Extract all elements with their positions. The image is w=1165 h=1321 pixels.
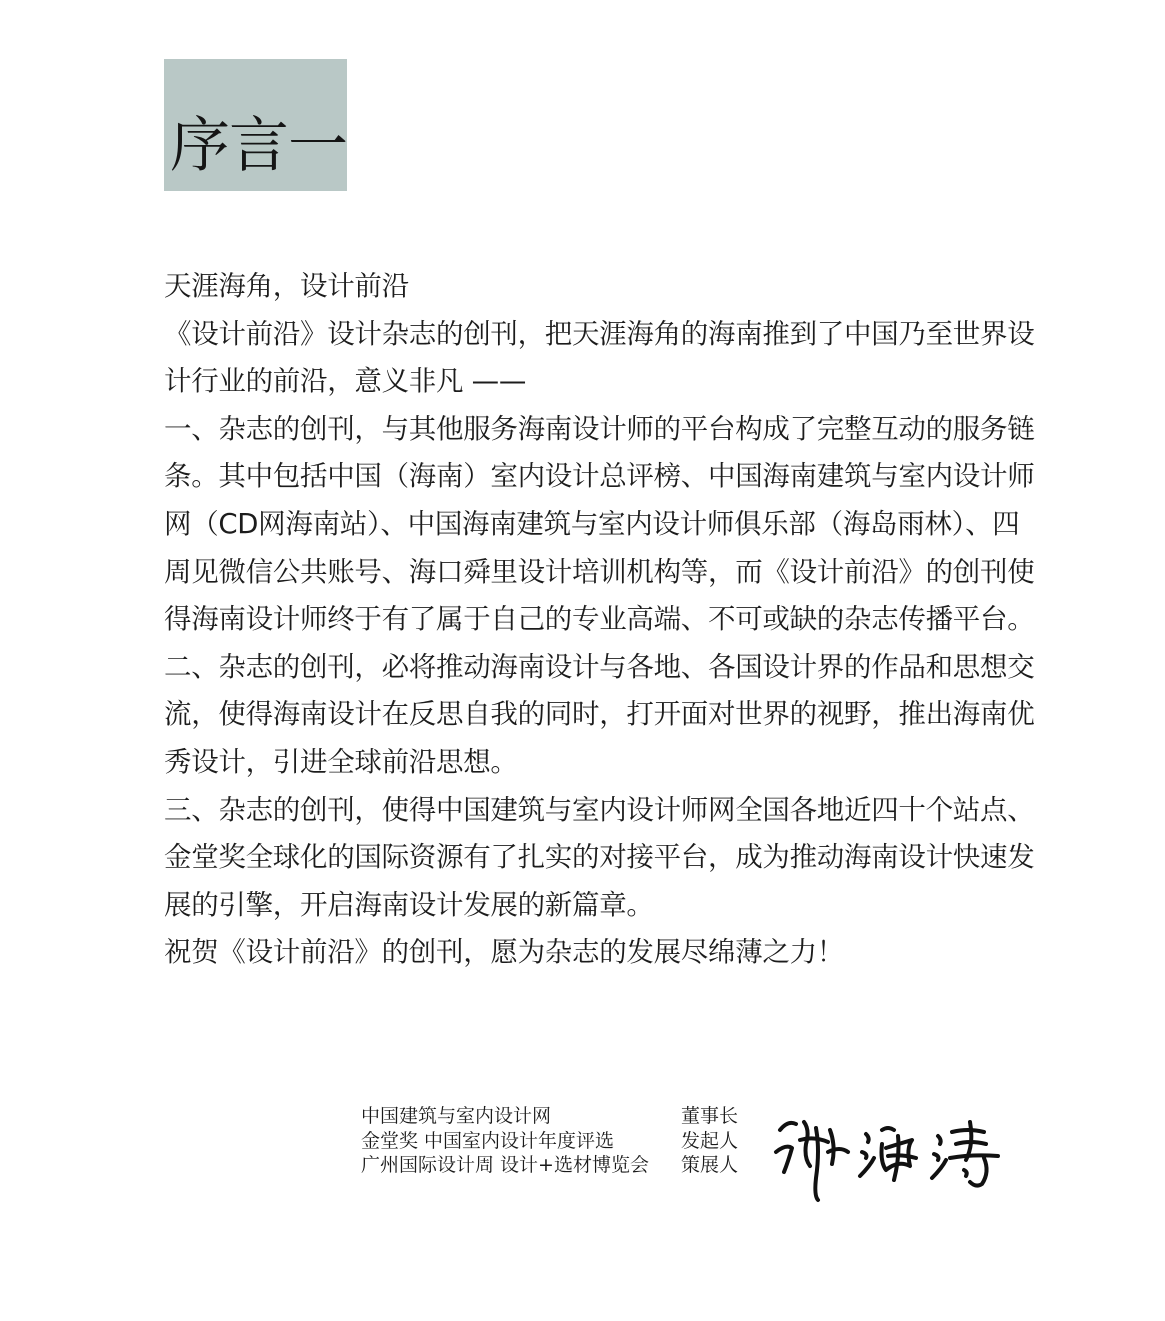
body-line: 祝贺《设计前沿》的创刊，愿为杂志的发展尽绵薄之力！ — [164, 936, 844, 969]
preface-body — [164, 263, 1035, 977]
title-box — [164, 59, 347, 191]
page-title: 序言一 — [170, 111, 347, 181]
body-line: 条。其中包括中国（海南）室内设计总评榜、中国海南建筑与室内设计师 — [164, 460, 1035, 493]
credential-org: 中国建筑与室内设计网 — [361, 1105, 552, 1127]
body-line: 流，使得海南设计在反思自我的同时，打开面对世界的视野，推出海南优 — [164, 698, 1035, 731]
body-line: 二、杂志的创刊，必将推动海南设计与各地、各国设计界的作品和思想交 — [164, 650, 1035, 683]
body-line: 天涯海角，设计前沿 — [164, 270, 409, 302]
body-line: 网（CD网海南站）、中国海南建筑与室内设计师俱乐部（海岛雨林）、四 — [164, 507, 1020, 540]
credential-role: 发起人 — [681, 1129, 739, 1152]
body-line: 三、杂志的创刊，使得中国建筑与室内设计师网全国各地近四十个站点、 — [164, 793, 1035, 826]
body-line: 《设计前沿》设计杂志的创刊，把天涯海角的海南推到了中国乃至世界设 — [164, 317, 1035, 350]
body-line: 得海南设计师终于有了属于自己的专业高端、不可或缺的杂志传播平台。 — [164, 603, 1035, 636]
body-line: 秀设计，引进全球前沿思想。 — [164, 745, 518, 778]
credential-role: 董事长 — [681, 1105, 739, 1127]
body-line: 展的引擎，开启海南设计发展的新篇章。 — [164, 888, 654, 921]
credential-org: 广州国际设计周 设计+选材博览会 — [361, 1154, 649, 1176]
credential-role: 策展人 — [681, 1154, 739, 1176]
body-line: 一、杂志的创刊，与其他服务海南设计师的平台构成了完整互动的服务链 — [164, 412, 1035, 445]
body-line: 金堂奖全球化的国际资源有了扎实的对接平台，成为推动海南设计快速发 — [164, 841, 1035, 874]
handwritten-signature — [770, 1100, 1020, 1210]
body-line: 周见微信公共账号、海口舜里设计培训机构等，而《设计前沿》的创刊使 — [164, 555, 1035, 588]
credential-org: 金堂奖 中国室内设计年度评选 — [361, 1129, 615, 1152]
body-line: 计行业的前沿，意义非凡 —— — [164, 365, 527, 398]
